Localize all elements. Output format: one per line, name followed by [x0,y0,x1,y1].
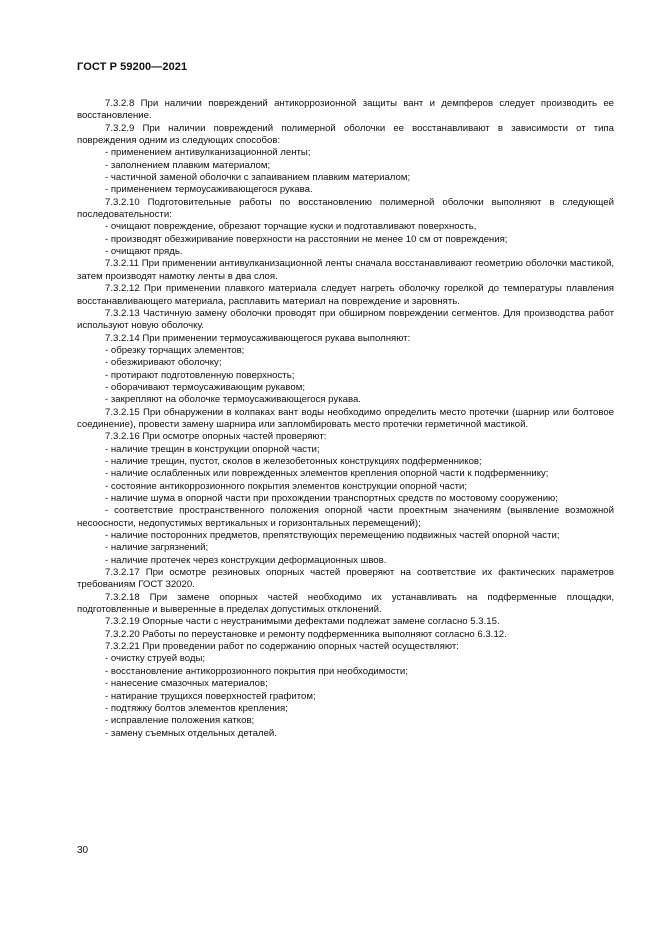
paragraph: 7.3.2.10 Подготовительные работы по восстановлению полимерной оболочки выполняют в следующей последовательности: [77,196,614,221]
paragraph: 7.3.2.21 При проведении работ по содержанию опорных частей осуществляют: [105,641,459,653]
list-item: - натирание трущихся поверхностей графитом; [105,690,316,702]
list-item: - состояние антикоррозионного покрытия элементов конструкции опорной части; [105,480,468,492]
list-item: - восстановление антикоррозионного покрытия при необходимости; [105,665,408,677]
page-number: 30 [77,845,89,856]
list-item: - соответствие пространственного положения опорной части проектным значениям (выявление возможной несоосности, недопустимых вертикальных и горизонтальных перемещений); [77,505,614,529]
paragraph: 7.3.2.13 Частичную замену оболочки проводят при обширном повреждении сегментов. Для производства работ используют новую оболочку. [77,307,614,332]
list-item: - замену съемных отдельных деталей. [105,727,277,739]
paragraph: 7.3.2.8 При наличии повреждений антикоррозионной защиты вант и демпферов следует производить ее восстановление. [77,98,614,122]
list-item: - применением термоусаживающегося рукава. [105,184,313,196]
list-item: - закрепляют на оболочке термоусаживающегося рукава. [105,394,361,406]
list-item: - наличие посторонних предметов, препятствующих перемещению подвижных частей опорной части; [105,530,560,542]
list-item: - частичной заменой оболочки с запаиванием плавким материалом; [105,172,411,184]
list-item: - подтяжку болтов элементов крепления; [105,702,288,714]
list-item: - производят обезжиривание поверхности на расстоянии не менее 10 см от повреждения; [105,233,508,245]
list-item: - обрезку торчащих элементов; [105,344,245,356]
paragraph: 7.3.2.18 При замене опорных частей необходимо их устанавливать на подферменные площадки, подготовленные и выверенные в пределах допустимых отклонений. [77,591,614,616]
list-item: - очищают повреждение, обрезают торчащие куски и подготавливают поверхность, [105,221,477,233]
list-item: - оборачивают термоусаживающим рукавом; [105,381,305,393]
list-item: - наличие шума в опорной части при прохождении транспортных средств по мостовому сооружению; [105,493,558,504]
paragraph: 7.3.2.16 При осмотре опорных частей проверяют: [105,431,327,443]
list-item: - очистку струей воды; [105,653,206,665]
list-item: - наличие загрязнений; [105,542,209,554]
list-item: - наличие трещин в конструкции опорной части; [105,443,320,455]
list-item: - протирают подготовленную поверхность; [105,369,295,381]
paragraph: 7.3.2.12 При применении плавкого материала следует нагреть оболочку горелкой до температуры плавления восстанавливающего материала, расплавить материал на повреждение и заровнять. [77,283,614,307]
list-item: - наличие трещин, пустот, сколов в железобетонных конструкциях подферменников; [105,455,482,467]
list-item: - очищают прядь. [105,246,183,258]
document-body [77,98,614,740]
list-item: - заполнением плавким материалом; [105,159,271,171]
list-item: - исправление положения катков; [105,715,255,727]
paragraph: 7.3.2.9 При наличии повреждений полимерной оболочки ее восстанавливают в зависимости от типа повреждения одним из следующих способов: [77,122,614,147]
list-item: - нанесение смазочных материалов; [105,678,268,690]
paragraph: 7.3.2.11 При применении антивулканизационной ленты сначала восстанавливают геометрию оболочки мастикой, затем производят намотку ленты в два слоя. [77,258,614,282]
list-item: - применением антивулканизационной ленты; [105,147,311,159]
paragraph: 7.3.2.20 Работы по переустановке и ремонту подферменника выполняют согласно 6.3.12. [105,628,507,640]
paragraph: 7.3.2.19 Опорные части с неустранимыми дефектами подлежат замене согласно 5.3.15. [105,616,500,628]
list-item: - обезжиривают оболочку; [105,357,222,369]
list-item: - наличие протечек через конструкции деформационных швов. [105,554,387,566]
paragraph: 7.3.2.15 При обнаружении в колпаках вант воды необходимо определить место протечки (шарнир или болтовое соединение), провести замену шарнира или запломбировать место протечки герметичной мастикой. [77,406,614,430]
document-header: ГОСТ Р 59200—2021 [77,61,188,73]
list-item: - наличие ослабленных или поврежденных элементов крепления опорной части к подферменнику; [105,468,549,480]
paragraph: 7.3.2.17 При осмотре резиновых опорных частей проверяют на соответствие их фактических параметров требованиям ГОСТ 32020. [77,567,614,591]
paragraph: 7.3.2.14 При применении термоусаживающегося рукава выполняют: [105,332,411,344]
